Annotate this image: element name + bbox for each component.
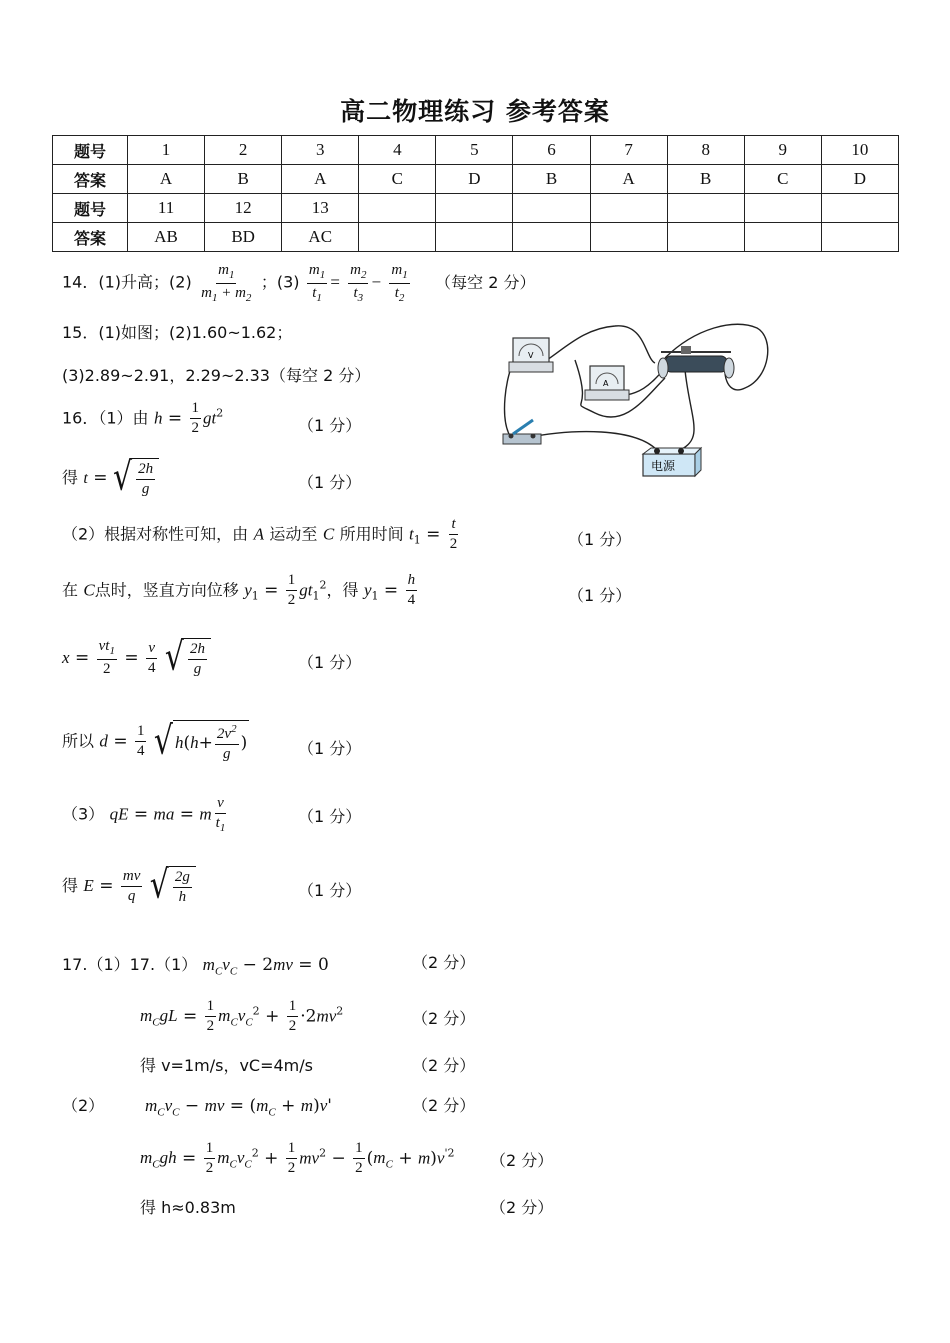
table-cell	[436, 194, 513, 223]
table-cell: 3	[282, 136, 359, 165]
table-cell: 2	[205, 136, 282, 165]
table-cell: 11	[128, 194, 205, 223]
table-cell	[667, 223, 744, 252]
score: （1 分）	[298, 473, 362, 492]
table-cell	[513, 194, 590, 223]
score: （2 分）	[490, 1198, 554, 1217]
table-cell	[513, 223, 590, 252]
q16-text: 得	[62, 467, 79, 487]
table-cell: B	[513, 165, 590, 194]
q16-line2: 得 t = √ $\frac{2h}{g}$	[62, 458, 159, 499]
point-c: C	[322, 524, 335, 544]
score: （1 分）	[298, 739, 362, 758]
wire	[547, 326, 655, 363]
table-cell: AB	[128, 223, 205, 252]
header-cell: 题号	[53, 136, 128, 165]
circuit-diagram	[495, 318, 785, 483]
score: （1 分）	[568, 586, 632, 605]
table-cell: B	[667, 165, 744, 194]
table-cell: 4	[359, 136, 436, 165]
q16-line7: （3） qE = ma = m $\frac{v}{t_1}$	[62, 795, 226, 835]
q15-line1: 15．(1)如图；(2)1.60~1.62；	[62, 323, 293, 342]
q16-text: （2）根据对称性可知，由	[62, 524, 249, 544]
score: （2 分）	[412, 1009, 476, 1028]
q16-text: （3）	[62, 804, 105, 824]
q15-line2: (3)2.89~2.91，2.29~2.33（每空 2 分）	[62, 366, 371, 385]
table-cell	[744, 223, 821, 252]
table-cell	[590, 223, 667, 252]
table-cell: B	[205, 165, 282, 194]
table-cell: 7	[590, 136, 667, 165]
table-cell: 1	[128, 136, 205, 165]
table-cell: AC	[282, 223, 359, 252]
score: （1 分）	[298, 416, 362, 435]
formula: $\frac{m_2}{t_3}$	[350, 262, 367, 304]
q17-line1: 17.（1）17.（1） $m_Cv_C - 2mv = 0$	[62, 955, 329, 978]
score: （2 分）	[412, 1096, 476, 1115]
q16-line6: 所以 d = $\frac{1}{4}$ √ h ( h + $\frac{2v^2}{g}$ )	[62, 718, 248, 764]
table-row	[53, 223, 899, 252]
q14-sep: ；(3)	[260, 272, 300, 292]
q16-line5: x = $\frac{vt_1}{2}$ = $\frac{v}{4}$ √ $\frac{2h}{g}$	[62, 638, 211, 679]
score: （1 分）	[298, 881, 362, 900]
table-cell: A	[128, 165, 205, 194]
wire	[525, 432, 657, 450]
score: （2 分）	[412, 1056, 476, 1075]
score: （2 分）	[490, 1151, 554, 1170]
table-row	[53, 194, 899, 223]
power-supply-icon	[643, 448, 701, 476]
formula: $\frac{m_1}{m_1 + m_2}$	[201, 262, 252, 304]
formula: $\frac{m_1}{t_2}$	[391, 262, 408, 304]
answer-table	[52, 135, 899, 252]
q14-line: 14．(1)升高；(2) $\frac{m_1}{m_1 + m_2}$ ；(3) $\frac{m_1}{t_1}$ = $\frac{m_2}{t_3}$ − $\frac{m_1}{t_2}$ （每空 2 分）	[62, 262, 536, 304]
q17-text: （2）	[62, 1096, 105, 1115]
score: （1 分）	[298, 807, 362, 826]
table-cell: 13	[282, 194, 359, 223]
q17-line6: 得 h≈0.83m	[140, 1198, 236, 1217]
table-cell	[359, 223, 436, 252]
q16-text: 16．（1）由	[62, 408, 149, 428]
table-cell	[667, 194, 744, 223]
q14-note: （每空 2 分）	[435, 272, 536, 292]
table-cell	[436, 223, 513, 252]
table-cell: 5	[436, 136, 513, 165]
point-c: C	[83, 580, 95, 600]
ammeter-icon	[585, 366, 629, 400]
table-cell: 8	[667, 136, 744, 165]
formula: $\frac{1}{2}$	[191, 400, 200, 437]
table-cell	[821, 194, 898, 223]
q14-prefix: 14．(1)升高；(2)	[62, 272, 192, 292]
q16-line1: 16．（1）由 h = $\frac{1}{2}$ $gt^2$	[62, 400, 224, 437]
table-cell: C	[744, 165, 821, 194]
table-cell	[744, 194, 821, 223]
q16-text: 所以	[62, 731, 95, 751]
q17-line4: （2） $m_Cv_C$ − mv = $(m_C + m)v'$	[62, 1096, 332, 1119]
q17-line2: $m_CgL$ = $\frac{1}{2}$ $m_Cv_C^2$ + $\frac{1}{2}$ $\cdot 2mv^2$	[140, 998, 344, 1035]
formula: $\frac{m_1}{t_1}$	[308, 262, 326, 304]
table-cell: D	[821, 165, 898, 194]
q16-line3: （2）根据对称性可知，由 A 运动至 C 所用时间 $t_1$ = $\frac{t}{2}$	[62, 516, 458, 553]
score: （1 分）	[568, 530, 632, 549]
q16-text: 运动至	[269, 524, 318, 544]
table-cell: D	[436, 165, 513, 194]
q17-text: 17.（1）17.（1）	[62, 955, 198, 974]
table-cell: 6	[513, 136, 590, 165]
wire	[680, 370, 694, 450]
table-cell: 12	[205, 194, 282, 223]
voltmeter-label: V	[528, 351, 534, 360]
q16-text: ，得	[326, 580, 359, 600]
table-cell: A	[590, 165, 667, 194]
table-cell: 9	[744, 136, 821, 165]
power-label: 电源	[651, 459, 676, 473]
header-cell: 题号	[53, 194, 128, 223]
point-a: A	[253, 524, 264, 544]
table-cell	[821, 223, 898, 252]
q16-text: 所用时间	[339, 524, 404, 544]
table-row	[53, 165, 899, 194]
q16-text: 得	[62, 875, 79, 895]
q16-text: 点时，竖直方向位移	[94, 580, 239, 600]
q16-line4: 在 C点时，竖直方向位移 $y_1$ = $\frac{1}{2}$ $gt_1^2$，得 $y_1$ = $\frac{h}{4}$	[62, 572, 416, 609]
table-cell	[590, 194, 667, 223]
voltmeter-icon	[509, 338, 553, 372]
table-cell	[359, 194, 436, 223]
header-cell: 答案	[53, 223, 128, 252]
table-row	[53, 136, 899, 165]
table-cell: A	[282, 165, 359, 194]
table-cell: C	[359, 165, 436, 194]
score: （2 分）	[412, 953, 476, 972]
score: （1 分）	[298, 653, 362, 672]
rheostat-icon	[658, 346, 734, 378]
q17-line5: $m_Cgh$ = $\frac{1}{2}$ $m_Cv_C^2$ + $\frac{1}{2}$ $mv^2$ − $\frac{1}{2}$ $(m_C + m)v^{'2}$	[140, 1140, 455, 1177]
header-cell: 答案	[53, 165, 128, 194]
table-cell: BD	[205, 223, 282, 252]
ammeter-label: A	[603, 379, 609, 388]
q16-text: 在	[62, 580, 79, 600]
page-title: 高二物理练习 参考答案	[340, 97, 610, 126]
q17-line3: 得 v=1m/s，vC=4m/s	[140, 1056, 313, 1075]
table-cell: 10	[821, 136, 898, 165]
q16-line8: 得 E = $\frac{mv}{q}$ √ $\frac{2g}{h}$	[62, 866, 196, 907]
